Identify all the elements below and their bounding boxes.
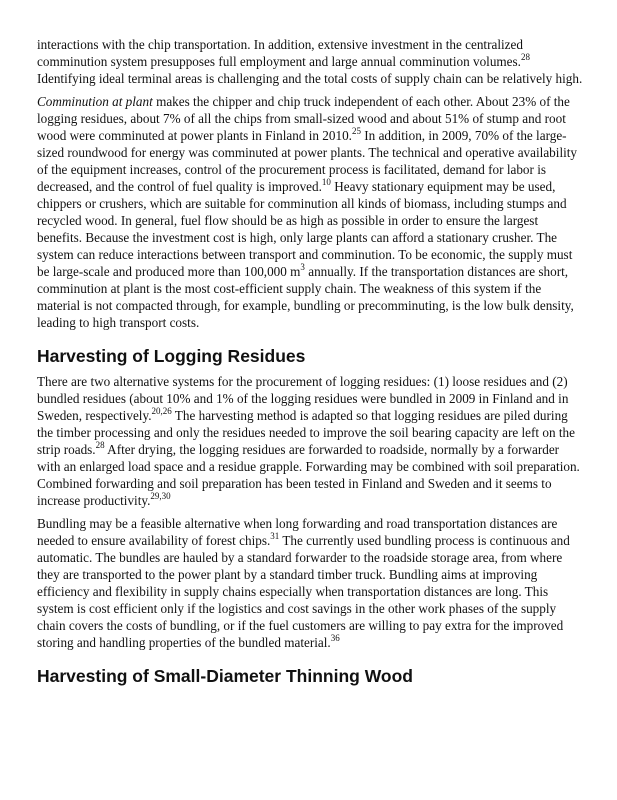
paragraph-procurement-systems [37, 373, 585, 509]
paragraph-text: Bundling may be a feasible alternative when long forwarding and road transportation distances are needed to ensure availability of forest chips. [37, 516, 558, 548]
paragraph-text: The harvesting method is adapted so that logging residues are piled during the timber processing and only the residues needed to improve the soil bearing capacity are left on the strip roads. [37, 408, 575, 457]
paragraph-text: annually. If the transportation distances are short, comminution at plant is the most cost-efficient supply chain. The weakness of this system if the material is not compacted through, for example, bundling or precomminuting, is the low bulk density, leading to high transport costs. [37, 264, 574, 330]
paragraph-bundling [37, 515, 585, 651]
unit-exponent: 3 [300, 261, 305, 272]
paragraph-text: After drying, the logging residues are forwarded to roadside, normally by a forwarder with an enlarged load space and a residue grapple. Forwarding may be combined with soil preparation. Combined forwarding and soil preparation has been tested in Finland and Sweden and it seems to increase productivity. [37, 442, 580, 508]
document-page [37, 36, 585, 693]
paragraph-text: There are two alternative systems for the procurement of logging residues: (1) loose residues and (2) bundled residues (about 10% and 1% of the logging residues were bundled in 2009 in Finland and in Sweden, respectively. [37, 374, 569, 423]
paragraph-lead-term: Comminution at plant [37, 94, 153, 109]
section-heading-thinning-wood: Harvesting of Small-Diameter Thinning Wood [37, 666, 413, 686]
section-heading-logging-residues: Harvesting of Logging Residues [37, 346, 306, 366]
paragraph-text: In addition, in 2009, 70% of the large-sized roundwood for energy was comminuted at power plants. The technical and operative availability of the equipment increases, control of the procurement process is facilitated, demand for labor is decreased, and the control of fuel quality is improved. [37, 128, 578, 194]
paragraph-comminution-at-plant [37, 93, 585, 331]
citation-ref: 10 [321, 176, 331, 187]
paragraph-text: Heavy stationary equipment may be used, chippers or crushers, which are suitable for comminution all kinds of biomass, including stumps and recycled wood. In general, fuel flow should be as high as possible in order to ensure the largest benefits. Because the investment cost is high, only large plants can afford a stationary crusher. The system can reduce interactions between transport and comminution. To be economic, the supply must be large-scale and produced more than 100,000 m [37, 179, 573, 279]
paragraph-centralized-comminution [37, 36, 585, 87]
paragraph-text: Identifying ideal terminal areas is challenging and the total costs of supply chain can be relatively high. [37, 71, 583, 86]
paragraph-text: The currently used bundling process is continuous and automatic. The bundles are hauled by a standard forwarder to the roadside storage area, from where they are transported to the power plant by a standard timber truck. Bundling aims at improving efficiency and flexibility in supply chains especially when transportation distances are long. This system is cost efficient only if the logistics and cost savings in the other work phases of the supply chain covers the costs of bundling, or if the fuel customers are willing to pay extra for the improved storing and handling properties of the bundled material. [37, 533, 570, 650]
citation-ref: 28 [520, 51, 530, 62]
citation-ref: 31 [270, 530, 280, 541]
citation-ref: 25 [351, 125, 361, 136]
citation-ref: 20,26 [151, 405, 172, 416]
citation-ref: 36 [330, 632, 340, 643]
paragraph-text: interactions with the chip transportation. In addition, extensive investment in the centralized comminution system presupposes full employment and large annual comminution volumes. [37, 37, 523, 69]
paragraph-text: makes the chipper and chip truck independent of each other. About 23% of the logging residues, about 7% of all the chips from small-sized wood and about 51% of stump and root wood were comminuted at power plants in Finland in 2010. [37, 94, 570, 143]
citation-ref: 29,30 [150, 490, 171, 501]
citation-ref: 28 [95, 439, 105, 450]
